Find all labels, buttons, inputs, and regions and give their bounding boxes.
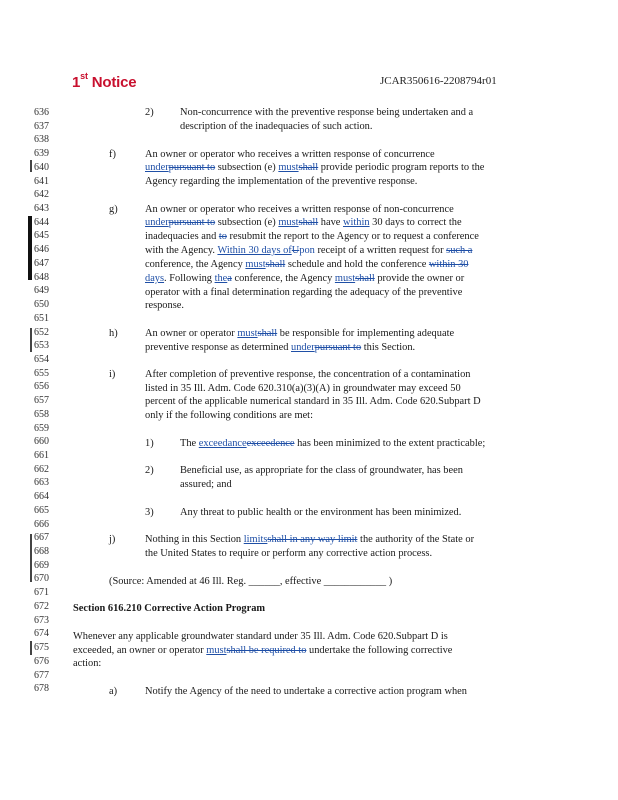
line-number: 669 bbox=[34, 560, 49, 571]
subsection-label: j) bbox=[109, 534, 116, 545]
line-number: 678 bbox=[34, 683, 49, 694]
inserted-text: must bbox=[278, 217, 299, 228]
text-line: Whenever any applicable groundwater standard under 35 Ill. Adm. Code 620.Subpart D is bbox=[73, 631, 448, 642]
line-number: 657 bbox=[34, 395, 49, 406]
deleted-text: within 30 bbox=[428, 259, 469, 270]
text-line: Non-concurrence with the preventive response being undertaken and a bbox=[180, 107, 474, 118]
deleted-text: shall bbox=[298, 162, 319, 173]
deleted-text: U bbox=[291, 245, 300, 256]
line-number: 677 bbox=[34, 670, 49, 681]
deleted-text: pursuant to bbox=[168, 217, 216, 228]
line-number: 663 bbox=[34, 477, 49, 488]
text-line: action: bbox=[73, 658, 102, 669]
line-number: 652 bbox=[34, 327, 49, 338]
subsection-label: g) bbox=[109, 204, 118, 215]
text-line: underpursuant to subsection (e) mustshall have within 30 days to correct the bbox=[145, 217, 462, 228]
line-number: 638 bbox=[34, 134, 49, 145]
text-line: conference, the Agency mustshall schedule and hold the conference within 30 bbox=[145, 259, 469, 270]
line-number: 648 bbox=[34, 272, 49, 283]
deleted-text: pursuant to bbox=[314, 342, 362, 353]
notice-number: 1 bbox=[72, 74, 81, 91]
subsection-label: f) bbox=[109, 149, 116, 160]
line-number: 642 bbox=[34, 189, 49, 200]
deleted-text: shall be required to bbox=[226, 645, 307, 656]
line-number: 672 bbox=[34, 601, 49, 612]
line-number: 643 bbox=[34, 203, 49, 214]
line-number: 655 bbox=[34, 368, 49, 379]
line-number: 660 bbox=[34, 436, 49, 447]
text-line: response. bbox=[145, 300, 184, 311]
line-number: 640 bbox=[34, 162, 49, 173]
line-number: 650 bbox=[34, 299, 49, 310]
deleted-text: to bbox=[218, 231, 227, 242]
inserted-text: must bbox=[334, 273, 356, 284]
inserted-text: must bbox=[206, 645, 227, 656]
item-label: 3) bbox=[145, 507, 154, 518]
text-line: days. Following thea conference, the Agency mustshall provide the owner or bbox=[145, 273, 465, 284]
line-number: 636 bbox=[34, 107, 49, 118]
line-number: 637 bbox=[34, 121, 49, 132]
line-number: 651 bbox=[34, 313, 49, 324]
line-number: 671 bbox=[34, 587, 49, 598]
text-line: An owner or operator who receives a written response of non-concurrence bbox=[145, 204, 454, 215]
line-number: 656 bbox=[34, 381, 49, 392]
text-line: the United States to require or perform any corrective action process. bbox=[145, 548, 433, 559]
deleted-text: such a bbox=[446, 245, 473, 256]
line-number: 661 bbox=[34, 450, 49, 461]
subsection-label: h) bbox=[109, 328, 118, 339]
line-number: 670 bbox=[34, 573, 49, 584]
notice-ordinal: st bbox=[80, 71, 88, 81]
text-line: Beneficial use, as appropriate for the class of groundwater, has been bbox=[180, 465, 463, 476]
deleted-text: shall bbox=[298, 217, 319, 228]
line-number: 644 bbox=[34, 217, 49, 228]
line-number: 662 bbox=[34, 464, 49, 475]
text-line: assured; and bbox=[180, 479, 232, 490]
line-number: 665 bbox=[34, 505, 49, 516]
source-note: (Source: Amended at 46 Ill. Reg. ______, effective ____________ ) bbox=[109, 576, 393, 587]
line-number: 674 bbox=[34, 628, 49, 639]
change-bar bbox=[30, 641, 32, 655]
deleted-text: shall bbox=[355, 273, 375, 284]
text-line: Notify the Agency of the need to undertake a corrective action program when bbox=[145, 686, 467, 697]
line-number: 649 bbox=[34, 285, 49, 296]
text-line: underpursuant to subsection (e) mustshall provide periodic program reports to the bbox=[145, 162, 485, 173]
inserted-text: under bbox=[145, 217, 169, 228]
text-line: The exceedanceexceedence has been minimized to the extent practicable; bbox=[180, 438, 486, 449]
line-number: 658 bbox=[34, 409, 49, 420]
text-line: only if the following conditions are met: bbox=[145, 410, 313, 421]
deleted-text: exceedence bbox=[246, 438, 295, 449]
line-number: 654 bbox=[34, 354, 49, 365]
notice-word: Notice bbox=[87, 74, 137, 91]
text-line: After completion of preventive response, the concentration of a contamination bbox=[145, 369, 471, 380]
line-number: 659 bbox=[34, 423, 49, 434]
inserted-text: under bbox=[145, 162, 169, 173]
item-label: 2) bbox=[145, 107, 154, 118]
line-number: 646 bbox=[34, 244, 49, 255]
inserted-text: within bbox=[343, 217, 370, 228]
text-line: An owner or operator mustshall be responsible for implementing adequate bbox=[145, 328, 455, 339]
inserted-text: must bbox=[245, 259, 266, 270]
notice-title bbox=[72, 72, 136, 89]
line-number: 676 bbox=[34, 656, 49, 667]
inserted-text: limits bbox=[243, 534, 268, 545]
inserted-text: the bbox=[214, 273, 228, 284]
text-line: description of the inadequacies of such action. bbox=[180, 121, 373, 132]
inserted-text: days bbox=[145, 273, 165, 284]
inserted-text: under bbox=[291, 342, 315, 353]
subsection-label: a) bbox=[109, 686, 118, 697]
subsection-label: i) bbox=[109, 369, 116, 380]
text-line: Nothing in this Section limitsshall in any way limit the authority of the State or bbox=[145, 534, 475, 545]
text-line: with the Agency. Within 30 days ofUpon receipt of a written request for such a bbox=[145, 245, 473, 256]
text-line: exceeded, an owner or operator mustshall be required to undertake the following corrective bbox=[73, 645, 453, 656]
text-line: inadequacies and to resubmit the report to the Agency or to request a conference bbox=[145, 231, 479, 242]
line-number: 647 bbox=[34, 258, 49, 269]
change-bar bbox=[30, 160, 32, 172]
text-line: listed in 35 Ill. Adm. Code 620.310(a)(3)(A) in groundwater may exceed 50 bbox=[145, 383, 461, 394]
text-line: percent of the applicable numerical standard in 35 Ill. Adm. Code 620.Subpart D bbox=[145, 396, 481, 407]
change-bar bbox=[28, 216, 32, 280]
text-line: Any threat to public health or the environment has been minimized. bbox=[180, 507, 462, 518]
deleted-text: shall in any way limit bbox=[267, 534, 358, 545]
text-line: operator with a final determination regarding the adequacy of the preventive bbox=[145, 287, 463, 298]
line-number: 653 bbox=[34, 340, 49, 351]
line-number: 675 bbox=[34, 642, 49, 653]
deleted-text: a bbox=[227, 273, 232, 284]
text-line: preventive response as determined underpursuant to this Section. bbox=[145, 342, 416, 353]
change-bar bbox=[30, 328, 32, 352]
change-bar bbox=[30, 534, 32, 582]
line-number: 645 bbox=[34, 230, 49, 241]
line-number: 664 bbox=[34, 491, 49, 502]
line-number: 639 bbox=[34, 148, 49, 159]
line-number: 673 bbox=[34, 615, 49, 626]
section-heading: Section 616.210 Corrective Action Program bbox=[73, 603, 266, 614]
line-number: 666 bbox=[34, 519, 49, 530]
item-label: 2) bbox=[145, 465, 154, 476]
line-number: 641 bbox=[34, 176, 49, 187]
inserted-text: must bbox=[278, 162, 299, 173]
deleted-text: shall bbox=[265, 259, 286, 270]
document-id: JCAR350616-2208794r01 bbox=[380, 75, 497, 87]
item-label: 1) bbox=[145, 438, 154, 449]
deleted-text: pursuant to bbox=[168, 162, 216, 173]
inserted-text: Within 30 days of bbox=[217, 245, 292, 256]
line-number: 667 bbox=[34, 532, 49, 543]
text-line: An owner or operator who receives a written response of concurrence bbox=[145, 149, 435, 160]
inserted-text: exceedance bbox=[198, 438, 247, 449]
line-number: 668 bbox=[34, 546, 49, 557]
deleted-text: shall bbox=[257, 328, 278, 339]
inserted-text: must bbox=[237, 328, 258, 339]
text-line: Agency regarding the implementation of the preventive response. bbox=[145, 176, 418, 187]
